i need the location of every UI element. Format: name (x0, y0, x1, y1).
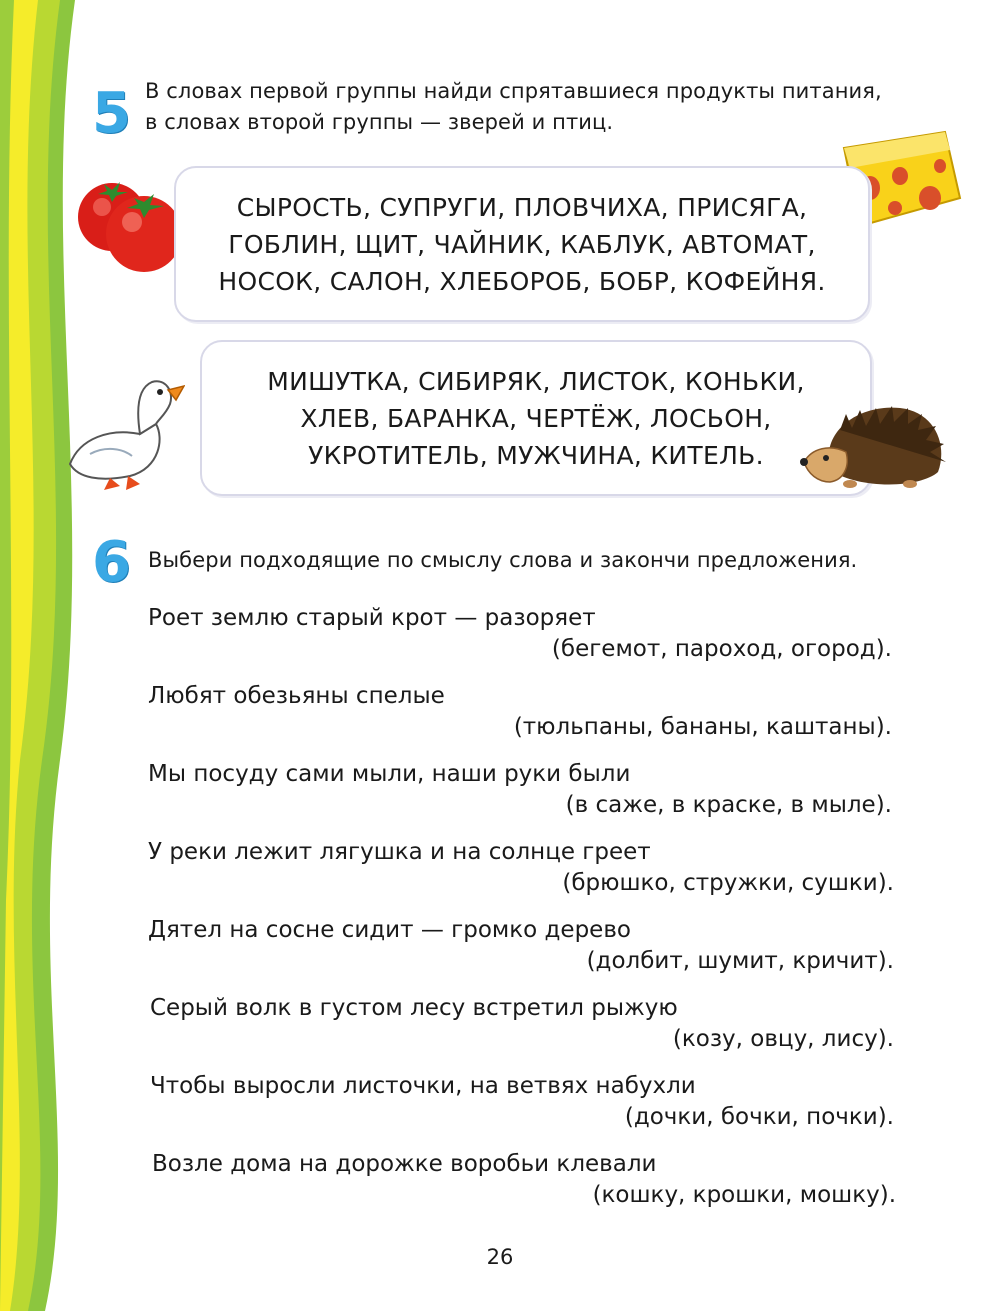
sentence-text: Роет землю старый крот — разоряет (148, 605, 596, 631)
word-group-1 (174, 166, 870, 322)
word-line: УКРОТИТЕЛЬ, МУЖЧИНА, КИТЕЛЬ. (308, 440, 764, 470)
sentence-text: У реки лежит лягушка и на солнце греет (148, 839, 651, 865)
sentence-options: (тюльпаны, бананы, каштаны). (513, 714, 892, 740)
exercise-5-number: 5 (92, 81, 131, 146)
hedgehog-icon (800, 400, 950, 495)
sentence-text: Любят обезьяны спелые (148, 683, 445, 709)
word-line: МИШУТКА, СИБИРЯК, ЛИСТОК, КОНЬКИ, (267, 366, 805, 396)
sentence-options: (козу, овцу, лису). (672, 1026, 894, 1052)
sentence-text: Серый волк в густом лесу встретил рыжую (150, 995, 678, 1021)
word-group-2 (200, 340, 872, 496)
instruction-line-1: В словах первой группы найди спрятавшиеся продукты питания, (145, 79, 882, 103)
instruction-line-2: в словах второй группы — зверей и птиц. (145, 110, 614, 134)
sentence-text: Дятел на сосне сидит — громко дерево (148, 917, 631, 943)
sentence-options: (брюшко, стружки, сушки). (562, 870, 894, 896)
word-line: НОСОК, САЛОН, ХЛЕБОРОБ, БОБР, КОФЕЙНЯ. (218, 266, 826, 296)
exercise-6-instruction: Выбери подходящие по смыслу слова и закончи предложения. (148, 548, 858, 572)
word-line: ГОБЛИН, ЩИТ, ЧАЙНИК, КАБЛУК, АВТОМАТ, (228, 229, 816, 259)
exercise-6-number: 6 (92, 530, 131, 595)
sentence-options: (кошку, крошки, мошку). (592, 1182, 896, 1208)
sentence-text: Возле дома на дорожке воробьи клевали (152, 1151, 657, 1177)
sentence-options: (долбит, шумит, кричит). (586, 948, 894, 974)
sentence-text: Мы посуду сами мыли, наши руки были (148, 761, 631, 787)
sentence-options: (в саже, в краске, в мыле). (565, 792, 892, 818)
sentence-options: (дочки, бочки, почки). (624, 1104, 894, 1130)
sentence-options: (бегемот, пароход, огород). (551, 636, 892, 662)
word-line: СЫРОСТЬ, СУПРУГИ, ПЛОВЧИХА, ПРИСЯГА, (236, 192, 808, 222)
sentence-text: Чтобы выросли листочки, на ветвях набухли (150, 1073, 696, 1099)
word-line: ХЛЕВ, БАРАНКА, ЧЕРТЁЖ, ЛОСЬОН, (300, 403, 772, 433)
page-number: 26 (486, 1245, 514, 1269)
duck-icon (60, 368, 185, 493)
